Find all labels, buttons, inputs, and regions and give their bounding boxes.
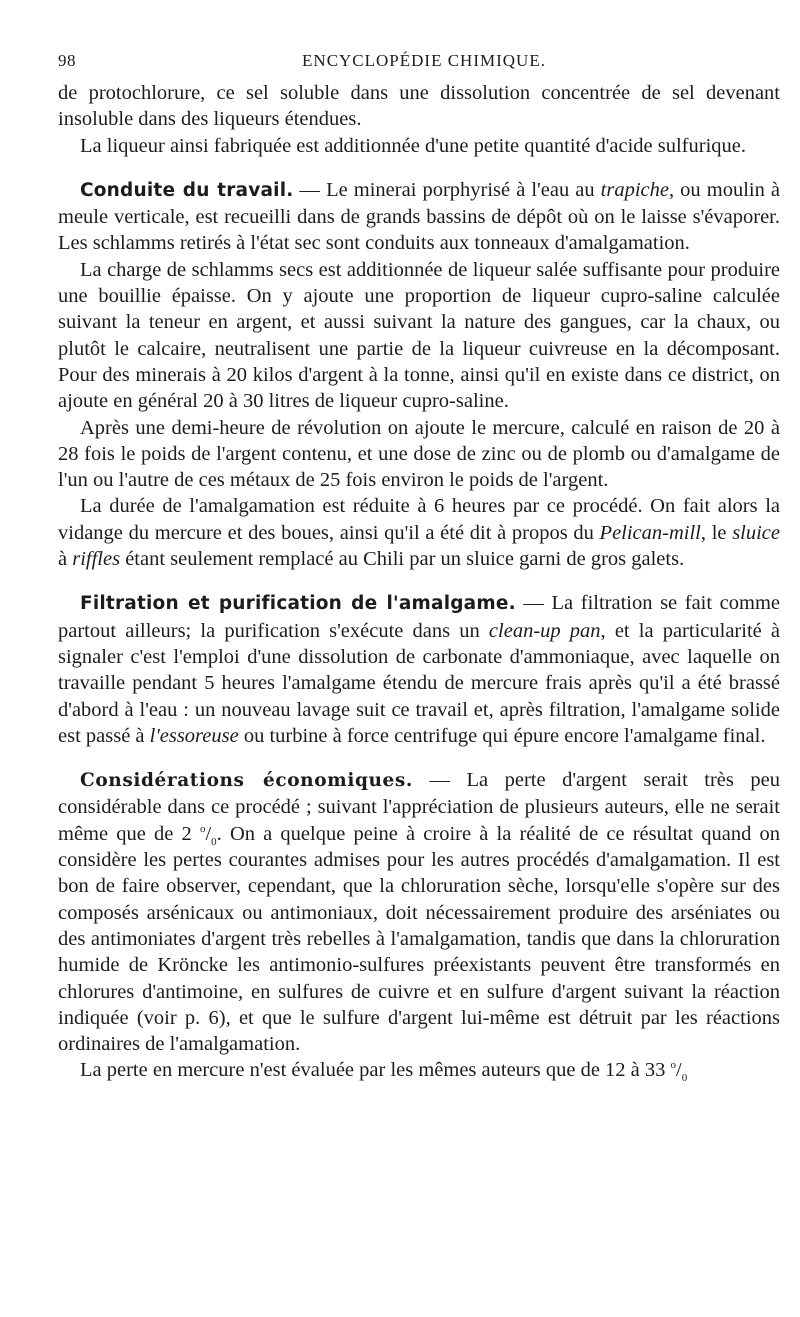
section-filtration (58, 590, 780, 749)
section-heading-conduite: Conduite du travail. (80, 179, 294, 201)
running-title: ENCYCLOPÉDIE CHIMIQUE. (302, 51, 546, 70)
section-heading-considerations: Considérations économiques. (80, 770, 413, 792)
intro-paragraph-1: de protochlorure, ce sel soluble dans une dissolution concentrée de sel devenant insoluble dans des liqueurs étendues. (58, 82, 780, 131)
intro-paragraph-2: La liqueur ainsi fabriquée est additionnée d'une petite quantité d'acide sulfurique. (80, 134, 746, 157)
section-conduite (58, 177, 780, 572)
considerations-paragraph-2: La perte en mercure n'est évaluée par les mêmes auteurs que de 12 à 33 $^o/_0$ (80, 1059, 688, 1085)
conduite-paragraph-2: La charge de schlamms secs est additionnée de liqueur salée suffisante pour produire une bouillie épaisse. On y ajoute une proportion de liqueur cupro-saline calculée suivant la teneur en argent, et aussi suivant la nature des gangues, car la chaux, ou plutôt le calcaire, neutralisent une partie de la liqueur cuivreuse en la décomposant. Pour des minerais à 20 kilos d'argent à la tonne, ainsi qu'il en existe dans ce district, on ajoute en général 20 à 30 litres de liqueur cupro-saline. (58, 258, 780, 413)
section-heading-filtration: Filtration et purification de l'amalgame. (80, 593, 516, 615)
conduite-paragraph-3: Après une demi-heure de révolution on ajoute le mercure, calculé en raison de 20 à 28 fois le poids de l'argent contenu, et une dose de zinc ou de plomb ou d'amalgame de l'un ou l'autre de ces métaux de 25 fois environ le poids de l'argent. (58, 416, 780, 492)
conduite-paragraph-4: La durée de l'amalgamation est réduite à 6 heures par ce procédé. On fait alors la vidange du mercure et des boues, ainsi qu'il a été dit à propos du Pelican-mill, le sluice à riffles étant seulement remplacé au Chili par un sluice garni de gros galets. (58, 495, 781, 571)
page (58, 48, 780, 1084)
running-header (58, 48, 780, 74)
considerations-paragraph-1: Considérations économiques. — La perte d'argent serait très peu considérable dans ce procédé ; suivant l'appréciation de plusieurs auteurs, elle ne serait même que de 2 $^o/_0$. On a quelque peine à croire à la réalité de ce résultat quand on considère les pertes courantes admises pour les autres procédés d'amalgamation. Il est bon de faire observer, cependant, que la chloruration sèche, lorsqu'elle s'opère sur des composés arsénicaux ou antimoniaux, doit nécessairement produire des arséniates ou des antimoniates d'argent très rebelles à l'amalgamation, tandis que dans la chloruration humide de Kröncke les antimonio-sulfures préexistants peuvent être transformés en chlorures d'antimoine, en sulfures de cuivre et en sulfure d'argent suivant la réaction indiquée (voir p. 6), et que le sulfure d'argent lui-même est détruit par les réactions ordinaires de l'amalgamation. (58, 769, 780, 1056)
section-considerations (58, 767, 780, 1084)
page-number: 98 (58, 51, 76, 70)
conduite-paragraph-1: Conduite du travail. — Le minerai porphyrisé à l'eau au trapiche, ou moulin à meule verticale, est recueilli dans de grands bassins de dépôt où on le laisse s'évaporer. Les schlamms retirés à l'état sec sont conduits aux tonneaux d'amalgamation. (58, 178, 780, 255)
filtration-paragraph: Filtration et purification de l'amalgame. — La filtration se fait comme partout ailleurs; la purification s'exécute dans un clean-up pan, et la particularité à signaler c'est l'emploi d'une dissolution de carbonate d'ammoniaque, avec laquelle on travaille pendant 5 heures l'amalgame étendu de mercure frais après qu'il a été brassé d'abord à l'eau : un nouveau lavage suit ce travail et, après filtration, l'amalgame solide est passé à l'essoreuse ou turbine à force centrifuge qui épure encore l'amalgame final. (58, 592, 780, 747)
